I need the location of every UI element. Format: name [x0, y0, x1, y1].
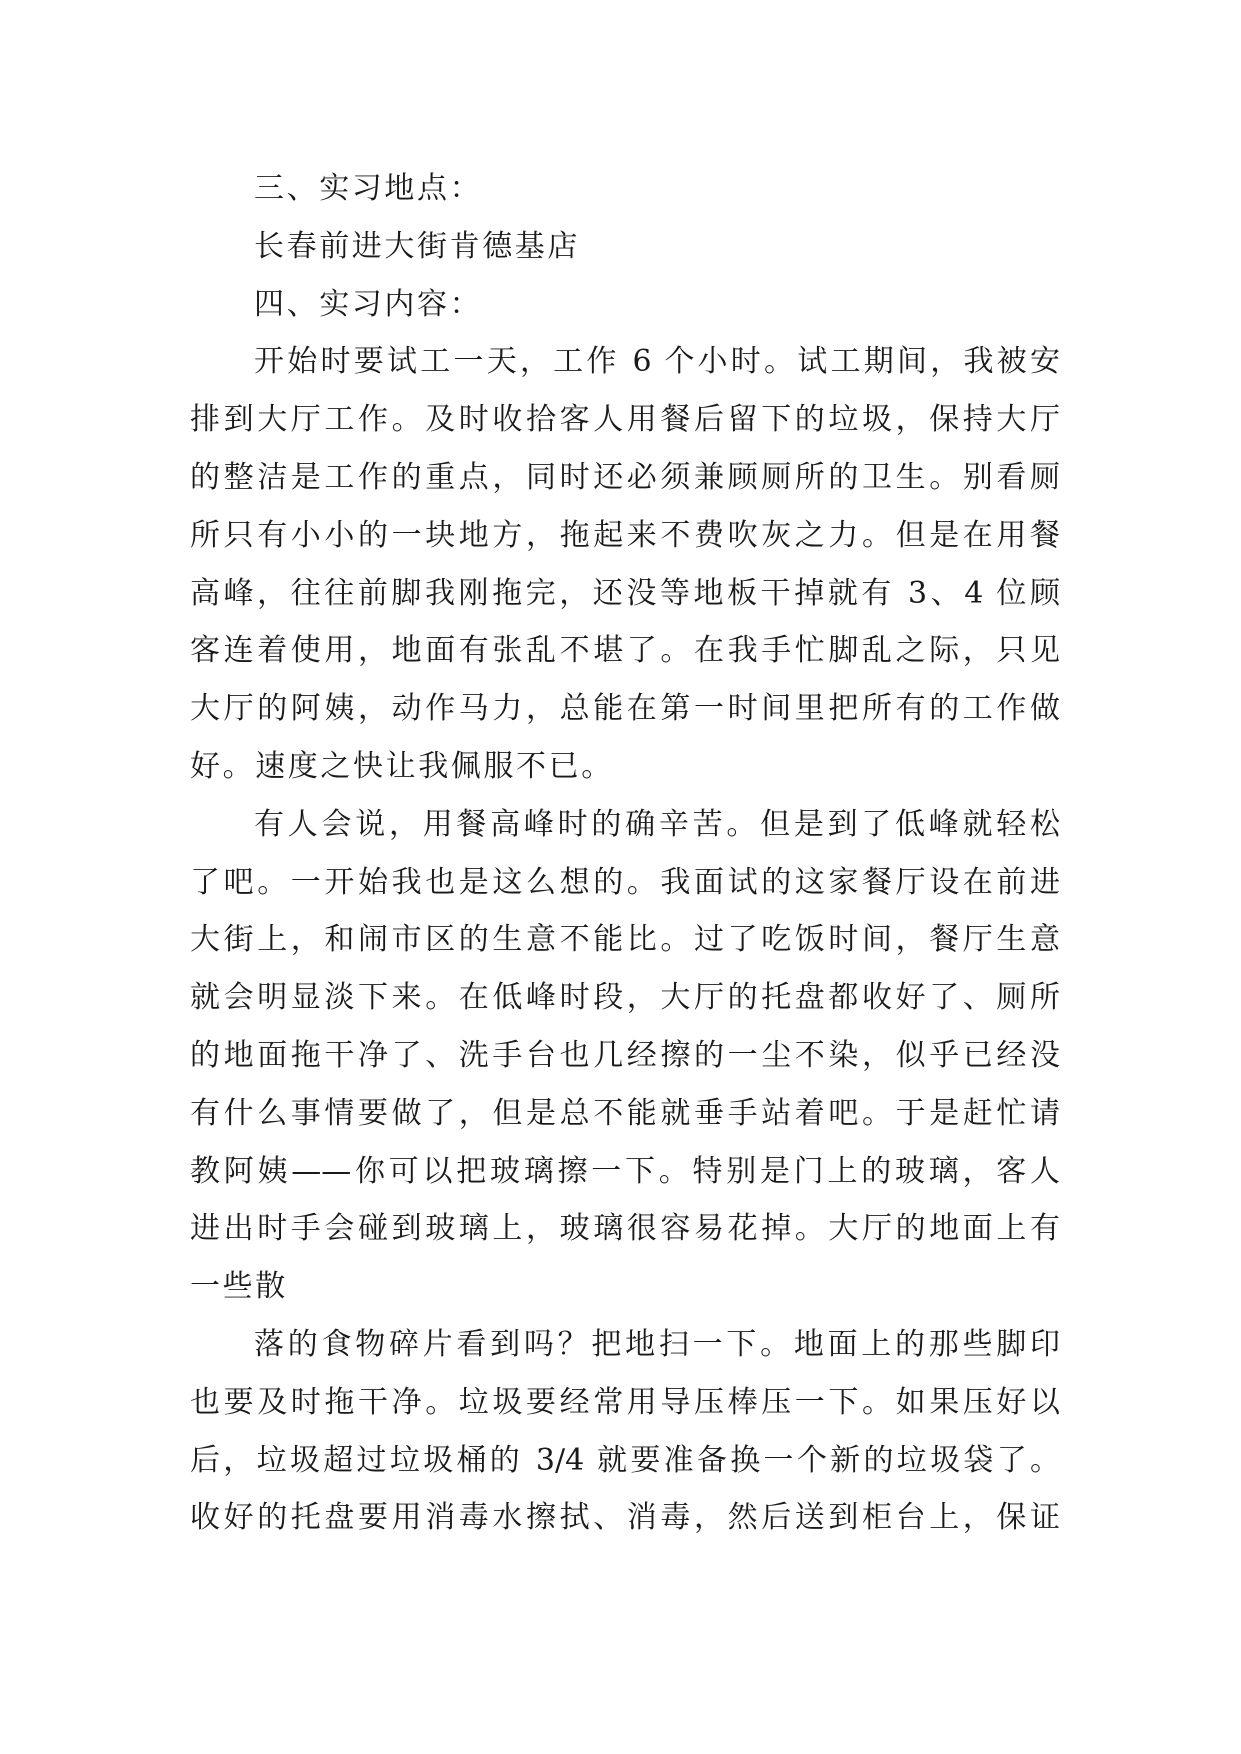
paragraph-line: 的整洁是工作的重点，同时还必须兼顾厕所的卫生。别看厕	[190, 459, 1060, 495]
paragraph-line: 大街上，和闹市区的生意不能比。过了吃饭时间，餐厅生意	[190, 922, 1060, 958]
paragraph-line: 有什么事情要做了，但是总不能就垂手站着吧。于是赶忙请	[190, 1095, 1060, 1131]
paragraph-line: 后，垃圾超过垃圾桶的 3/4 就要准备换一个新的垃圾袋了。	[190, 1442, 1060, 1478]
paragraph-line: 教阿姨——你可以把玻璃擦一下。特别是门上的玻璃，客人	[190, 1153, 1060, 1189]
paragraph-line: 的地面拖干净了、洗手台也几经擦的一尘不染，似乎已经没	[190, 1037, 1060, 1073]
paragraph-line: 客连着使用，地面有张乱不堪了。在我手忙脚乱之际，只见	[190, 633, 1060, 669]
paragraph-line: 进出时手会碰到玻璃上，玻璃很容易花掉。大厅的地面上有	[190, 1211, 1060, 1247]
section-heading-content: 四、实习内容：	[254, 286, 483, 322]
paragraph-line: 落的食物碎片看到吗？把地扫一下。地面上的那些脚印	[254, 1326, 1060, 1362]
paragraph-line: 开始时要试工一天，工作 6 个小时。试工期间，我被安	[254, 344, 1060, 380]
location-text: 长春前进大街肯德基店	[254, 228, 580, 264]
paragraph-line: 所只有小小的一块地方，拖起来不费吹灰之力。但是在用餐	[190, 517, 1060, 553]
paragraph-line: 大厅的阿姨，动作马力，总能在第一时间里把所有的工作做	[190, 691, 1060, 727]
paragraph-line: 一些散	[190, 1269, 288, 1305]
paragraph-line: 排到大厅工作。及时收拾客人用餐后留下的垃圾，保持大厅	[190, 402, 1060, 438]
paragraph-line: 好。速度之快让我佩服不已。	[190, 748, 614, 784]
section-heading-location: 三、实习地点：	[254, 171, 483, 206]
paragraph-line: 了吧。一开始我也是这么想的。我面试的这家餐厅设在前进	[190, 864, 1060, 900]
document-body	[190, 160, 1060, 1547]
paragraph-line: 收好的托盘要用消毒水擦拭、消毒，然后送到柜台上，保证	[190, 1500, 1060, 1536]
paragraph-line: 高峰，往往前脚我刚拖完，还没等地板干掉就有 3、4 位顾	[190, 575, 1060, 611]
paragraph-line: 也要及时拖干净。垃圾要经常用导压棒压一下。如果压好以	[190, 1384, 1060, 1420]
paragraph-line: 就会明显淡下来。在低峰时段，大厅的托盘都收好了、厕所	[190, 980, 1060, 1016]
paragraph-line: 有人会说，用餐高峰时的确辛苦。但是到了低峰就轻松	[254, 806, 1060, 842]
